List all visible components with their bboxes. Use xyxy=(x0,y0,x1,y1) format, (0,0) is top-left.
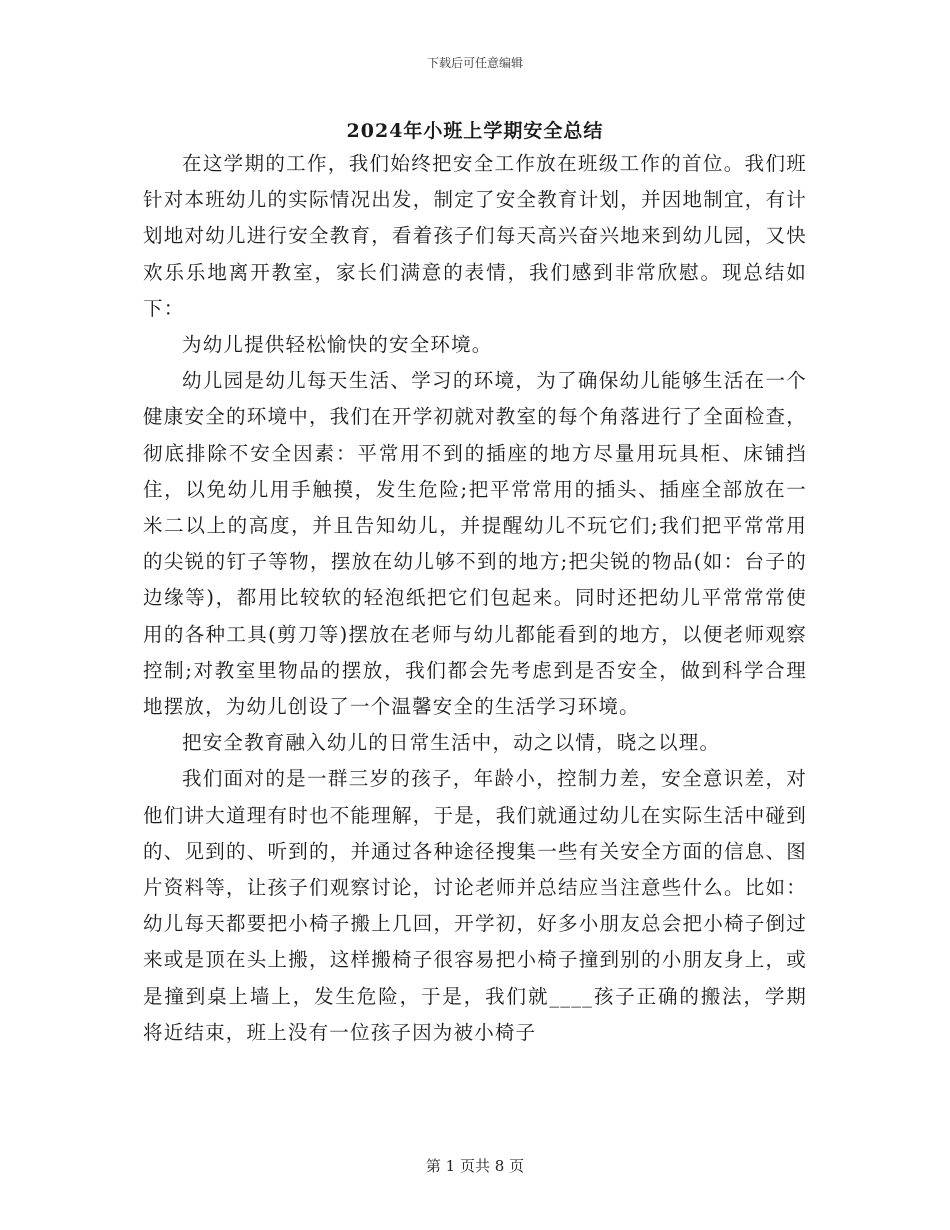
paragraph-intro: 在这学期的工作，我们始终把安全工作放在班级工作的首位。我们班针对本班幼儿的实际情况出发，制定了安全教育计划，并因地制宜，有计划地对幼儿进行安全教育，看着孩子们每天高兴奋兴地来到幼儿园，又快欢乐乐地离开教室，家长们满意的表情，我们感到非常欣慰。现总结如下： xyxy=(143,152,807,320)
paragraph-environment: 幼儿园是幼儿每天生活、学习的环境，为了确保幼儿能够生活在一个健康安全的环境中，我们在开学初就对教室的每个角落进行了全面检查，彻底排除不安全因素：平常用不到的插座的地方尽量用玩具柜、床铺挡住，以免幼儿用手触摸，发生危险;把平常常用的插头、插座全部放在一米二以上的高度，并且告知幼儿，并提醒幼儿不玩它们;我们把平常常用的尖锐的钉子等物，摆放在幼儿够不到的地方;把尖锐的物品(如：台子的边缘等)，都用比较软的轻泡纸把它们包起来。同时还把幼儿平常常常使用的各种工具(剪刀等)摆放在老师与幼儿都能看到的地方，以便老师观察控制;对教室里物品的摆放，我们都会先考虑到是否安全，做到科学合理地摆放，为幼儿创设了一个温馨安全的生活学习环境。 xyxy=(143,369,807,719)
paragraph-heading-daily-life: 把安全教育融入幼儿的日常生活中，动之以情，晓之以理。 xyxy=(182,731,721,755)
paragraph-daily-life: 我们面对的是一群三岁的孩子，年龄小，控制力差，安全意识差，对他们讲大道理有时也不能理解，于是，我们就通过幼儿在实际生活中碰到的、见到的、听到的，并通过各种途径搜集一些有关安全方面的信息、图片资料等，让孩子们观察讨论，讨论老师并总结应当注意些什么。比如：幼儿每天都要把小椅子搬上几回，开学初，好多小朋友总会把小椅子倒过来或是顶在头上搬，这样搬椅子很容易把小椅子撞到别的小朋友身上，或是撞到桌上墙上，发生危险，于是，我们就____孩子正确的搬法，学期将近结束，班上没有一位孩子因为被小椅子 xyxy=(143,767,807,1044)
paragraph-heading-environment: 为幼儿提供轻松愉快的安全环境。 xyxy=(182,333,493,357)
header-note: 下载后可任意编辑 xyxy=(426,56,523,70)
page-number: 第 1 页共 8 页 xyxy=(425,1157,525,1175)
document-body xyxy=(143,146,807,1051)
document-title: 2024年小班上学期安全总结 xyxy=(346,120,604,142)
